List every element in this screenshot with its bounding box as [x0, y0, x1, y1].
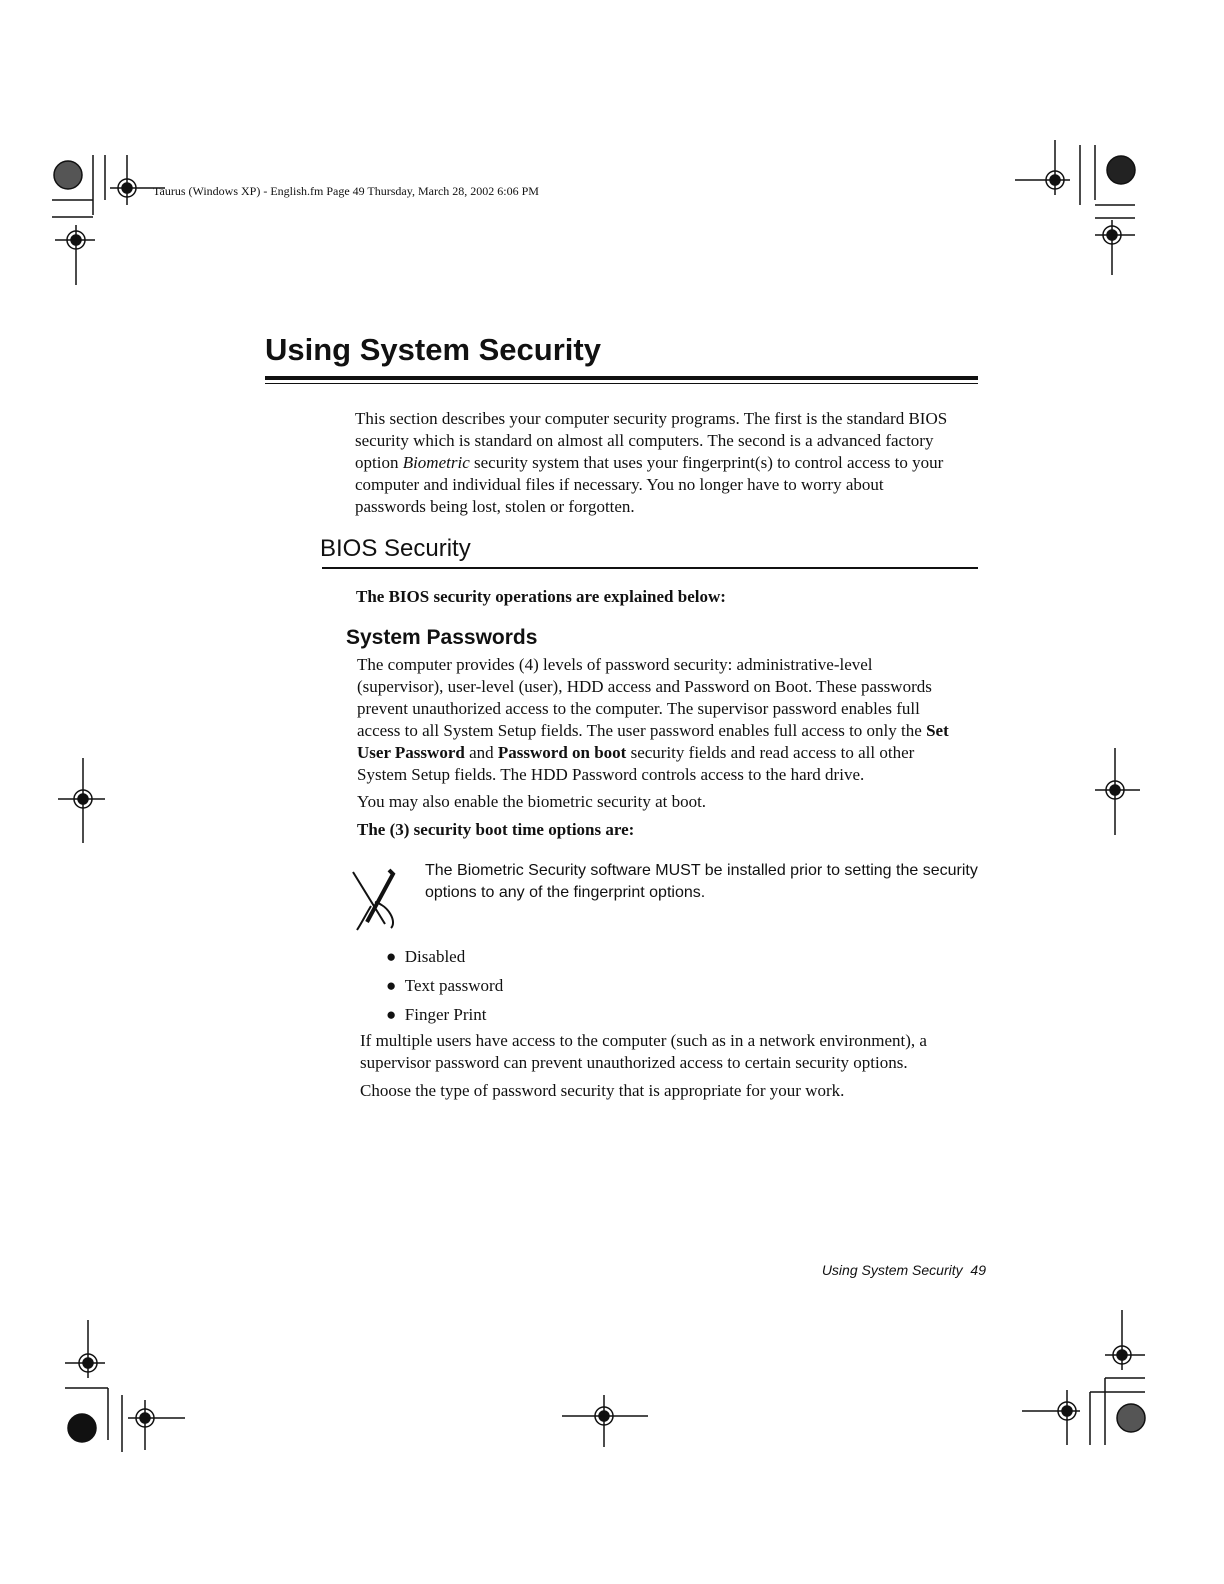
text-line: prevent unauthorized access to the computer. The supervisor password enables full: [357, 699, 920, 718]
section-heading-bios: BIOS Security: [320, 535, 471, 562]
closing-paragraph: [360, 1030, 927, 1074]
bold-text: Password on boot: [497, 743, 627, 762]
bios-lead: The BIOS security operations are explained below:: [356, 587, 726, 606]
biometric-boot-text: You may also enable the biometric security at boot.: [357, 792, 707, 811]
boot-options-list: [386, 946, 503, 1033]
tools-icon: [345, 866, 405, 932]
text: option: [355, 453, 403, 472]
text-line: supervisor password can prevent unauthorized access to certain security options.: [360, 1053, 908, 1072]
text-line: [357, 742, 949, 764]
intro-paragraph: [355, 408, 947, 518]
text-line: [355, 452, 947, 474]
text-line: options to any of the fingerprint options.: [425, 884, 706, 901]
section-rule: [322, 567, 978, 569]
text: security system that uses your fingerprint(s) to control access to your: [469, 453, 944, 472]
page-footer: [822, 1262, 986, 1278]
text-line: The Biometric Security software MUST be installed prior to setting the security: [425, 862, 978, 879]
option-finger-print: Finger Print: [404, 1005, 487, 1024]
closing-sentence: Choose the type of password security that is appropriate for your work.: [360, 1081, 845, 1100]
footer-section: Using System Security: [821, 1262, 963, 1278]
options-lead: The (3) security boot time options are:: [357, 820, 635, 839]
bold-text: User Password: [357, 743, 465, 762]
list-item: ● Text password: [386, 976, 504, 995]
text-line: security which is standard on almost all computers. The second is a advanced factory: [355, 431, 934, 450]
page-title: Using System Security: [265, 332, 601, 367]
title-rule: [265, 376, 978, 380]
text-line: The computer provides (4) levels of password security: administrative-level: [357, 655, 873, 674]
note-text: [425, 860, 978, 904]
list-item: ● Finger Print: [386, 1005, 487, 1024]
text-line: If multiple users have access to the computer (such as in a network environment), a: [360, 1031, 927, 1050]
option-disabled: Disabled: [404, 947, 466, 966]
text: security fields and read access to all other: [626, 743, 915, 762]
title-rule-thin: [265, 383, 978, 384]
bold-text: Set: [926, 721, 949, 740]
text-line: computer and individual files if necessary. You no longer have to worry about: [355, 475, 884, 494]
subheading-system-passwords: System Passwords: [346, 626, 538, 649]
passwords-paragraph: [357, 654, 949, 786]
text: and: [464, 743, 498, 762]
print-slug: Taurus (Windows XP) - English.fm Page 49 Thursday, March 28, 2002 6:06 PM: [153, 184, 539, 198]
emphasis-biometric: Biometric: [402, 453, 470, 472]
registration-target-icon: [54, 161, 82, 189]
text: access to all System Setup fields. The user password enables full access to only the: [357, 721, 927, 740]
list-item: ● Disabled: [386, 947, 466, 966]
text-line: (supervisor), user-level (user), HDD access and Password on Boot. These passwords: [357, 677, 932, 696]
option-text-password: Text password: [404, 976, 504, 995]
text-line: This section describes your computer security programs. The first is the standard BIOS: [355, 409, 948, 428]
page-number: 49: [970, 1262, 986, 1278]
text-line: System Setup fields. The HDD Password controls access to the hard drive.: [357, 765, 865, 784]
text-line: [357, 720, 949, 742]
text-line: passwords being lost, stolen or forgotten.: [355, 497, 635, 516]
